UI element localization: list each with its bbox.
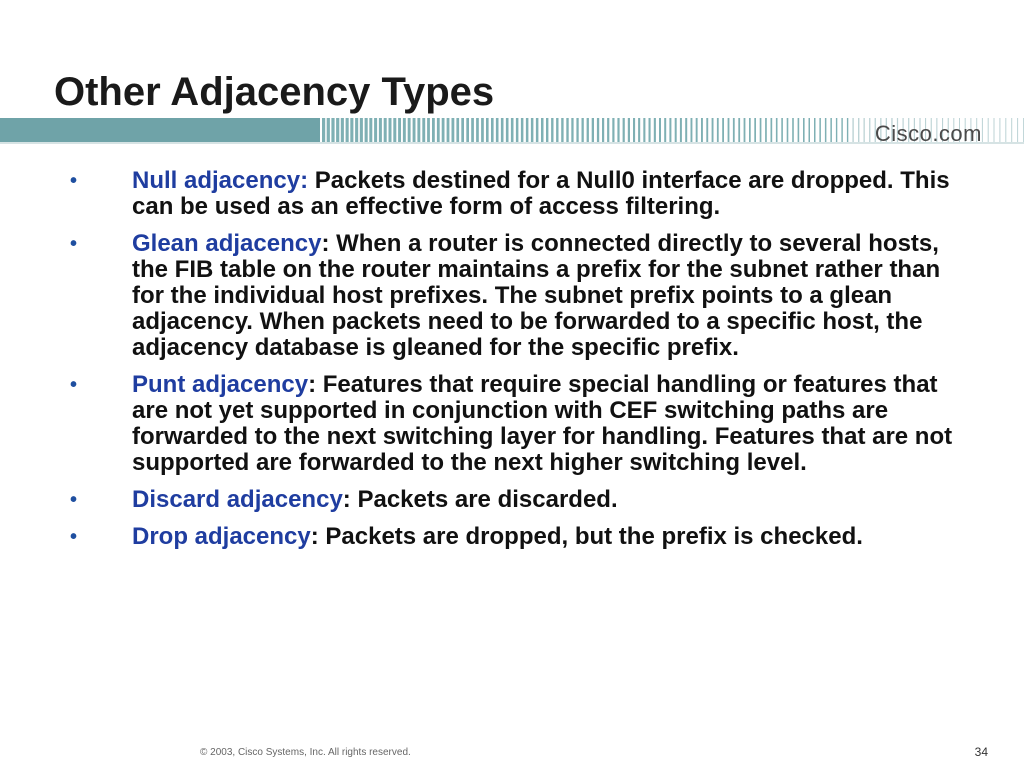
header-band-stripe [617, 118, 619, 142]
header-band-stripe [787, 118, 789, 142]
header-band-stripe [814, 118, 816, 142]
header-band-stripe [427, 118, 430, 142]
header-band-stripe [331, 118, 334, 142]
header-band-stripe [738, 118, 740, 142]
bullet-item-drop [70, 524, 970, 550]
footer-copyright: © 2003, Cisco Systems, Inc. All rights reserved. [200, 747, 411, 758]
header-band-stripe [551, 118, 553, 142]
bullet-icon: • [70, 233, 78, 255]
bullet-item-discard [70, 487, 970, 513]
header-band-stripe [471, 118, 474, 142]
header-band-stripe [486, 118, 489, 142]
bullet-item-glean [70, 231, 970, 361]
header-band-graphic [0, 118, 1024, 148]
header-band-stripe [355, 118, 358, 142]
header-band-stripe [749, 118, 751, 142]
bullet-text: : When a router is connected directly to several hosts, the FIB table on the router maintains a prefix for the subnet rather than for the individual host prefixes. The subnet prefix points to a glean adjacency. When packets need to be forwarded to a specific host, the adjacency database is gleaned for the specific prefix. [132, 230, 941, 361]
header-band-stripe [566, 118, 568, 142]
header-band-stripe [327, 118, 330, 142]
header-band-stripe [393, 118, 396, 142]
header-band-stripe [322, 118, 325, 142]
page-number: 34 [974, 745, 988, 759]
bullet-item-null [70, 168, 970, 220]
header-band-stripe [706, 118, 708, 142]
bullet-term: Drop adjacency [132, 523, 311, 550]
header-band-stripe [546, 118, 548, 142]
header-band-stripe [717, 118, 719, 142]
header-band-stripe [819, 118, 821, 142]
header-band-stripe [675, 118, 677, 142]
header-band-stripe [1011, 118, 1012, 142]
header-band-stripe [771, 118, 773, 142]
header-band-stripe [825, 118, 827, 142]
header-band-stripe [654, 118, 656, 142]
header-band-stripe [442, 118, 445, 142]
bullet-item-punt [70, 372, 970, 476]
header-band-stripe [511, 118, 514, 142]
header-band-stripe [447, 118, 450, 142]
header-band-stripe [360, 118, 363, 142]
bullet-text: : Packets are discarded. [342, 486, 618, 513]
header-band-stripe [669, 118, 671, 142]
header-band-stripe [422, 118, 425, 142]
header-band-stripe [602, 118, 604, 142]
cisco-logo-text: Cisco.com [874, 121, 982, 146]
header-band [0, 118, 1024, 148]
header-band-stripe [803, 118, 805, 142]
header-band-stripe [536, 118, 539, 142]
header-band-stripe [754, 118, 756, 142]
header-band-stripe [999, 118, 1000, 142]
bullet-text: : Features that require special handling or features that are not yet supported in conjunction with CEF switching paths are forwarded to the next switching layer for handling. Features that are not supported are forwarded to the next higher switching level. [132, 371, 953, 476]
header-band-stripe [628, 118, 630, 142]
header-band-stripe [809, 118, 811, 142]
bullet-text: : Packets are dropped, but the prefix is checked. [310, 523, 863, 550]
header-band-stripe [623, 118, 625, 142]
header-band-stripe [501, 118, 504, 142]
header-band-stripe [597, 118, 599, 142]
bullet-term: Discard adjacency [132, 486, 343, 513]
bullet-icon: • [70, 489, 78, 511]
header-band-stripe [461, 118, 464, 142]
header-band-stripe [571, 118, 573, 142]
header-band-stripe [531, 118, 534, 142]
header-band-stripe [1005, 118, 1006, 142]
header-band-stripe [869, 118, 870, 142]
header-band-stripe [561, 118, 563, 142]
header-band-stripe [841, 118, 842, 142]
header-band-stripe [781, 118, 783, 142]
header-band-stripe [712, 118, 714, 142]
header-band-stripe [701, 118, 703, 142]
header-band-stripe [587, 118, 589, 142]
header-band-stripe [696, 118, 698, 142]
header-band-stripe [576, 118, 578, 142]
header-band-stripe [864, 118, 865, 142]
bullet-icon: • [70, 374, 78, 396]
header-band-stripe [389, 118, 392, 142]
header-band-stripe [1017, 118, 1018, 142]
bullet-list [70, 168, 970, 561]
header-band-stripe [398, 118, 401, 142]
header-band-stripe [350, 118, 353, 142]
header-band-stripe [437, 118, 440, 142]
bullet-icon: • [70, 170, 78, 192]
header-band-stripe [491, 118, 494, 142]
header-band-stripe [379, 118, 382, 142]
header-band-stripe [607, 118, 609, 142]
header-band-stripe [374, 118, 377, 142]
header-band-stripe [633, 118, 635, 142]
header-band-stripe [481, 118, 484, 142]
bullet-text: Packets destined for a Null0 interface are dropped. This can be used as an effective form of access filtering. [132, 167, 950, 220]
header-band-stripe [384, 118, 387, 142]
header-band-stripe [982, 118, 983, 142]
header-band-stripe [680, 118, 682, 142]
header-band-stripe [413, 118, 416, 142]
header-band-stripe [476, 118, 479, 142]
header-band-stripe [836, 118, 837, 142]
header-band-stripe [408, 118, 411, 142]
header-band-stripe [988, 118, 989, 142]
header-band-stripe [847, 118, 848, 142]
bullet-icon: • [70, 526, 78, 548]
header-band-stripe [341, 118, 344, 142]
header-band-stripe [649, 118, 651, 142]
header-band-stripe [733, 118, 735, 142]
header-band-stripe [582, 118, 584, 142]
header-band-stripe [760, 118, 762, 142]
header-band-stripe [556, 118, 558, 142]
header-band-stripe [506, 118, 509, 142]
header-band-stripe [638, 118, 640, 142]
header-band-stripe [336, 118, 339, 142]
header-band-stripe [858, 118, 859, 142]
header-band-stripe [744, 118, 746, 142]
header-band-stripe [346, 118, 349, 142]
header-band-stripe [541, 118, 544, 142]
header-band-stripe [798, 118, 800, 142]
bullet-term: Glean adjacency [132, 230, 322, 257]
header-band-stripe [456, 118, 459, 142]
header-band-stripe [466, 118, 469, 142]
header-band-stripe [521, 118, 524, 142]
header-band-stripe [369, 118, 372, 142]
bullet-term: Null adjacency: [132, 167, 309, 194]
header-band-stripe [664, 118, 666, 142]
bullet-term: Punt adjacency [132, 371, 309, 398]
header-band-stripe [365, 118, 368, 142]
header-band-stripe [691, 118, 693, 142]
header-band-stripe [685, 118, 687, 142]
header-band-stripe [765, 118, 767, 142]
header-band-stripe [722, 118, 724, 142]
slide-title: Other Adjacency Types [54, 70, 495, 114]
header-band-stripe [526, 118, 529, 142]
header-band-stripe [659, 118, 661, 142]
header-band-stripe [792, 118, 794, 142]
header-band-stripe [776, 118, 778, 142]
header-band-stripe [612, 118, 614, 142]
header-band-stripe [452, 118, 455, 142]
header-band-underline [0, 142, 1024, 144]
header-band-stripe [403, 118, 406, 142]
header-band-stripe [432, 118, 435, 142]
header-band-stripe [994, 118, 995, 142]
header-band-stripe [592, 118, 594, 142]
header-band-stripe [516, 118, 519, 142]
header-band-stripe [728, 118, 730, 142]
header-band-stripe [830, 118, 832, 142]
header-band-stripe [496, 118, 499, 142]
header-band-stripe [643, 118, 645, 142]
header-band-stripe [852, 118, 853, 142]
header-band-stripe [417, 118, 420, 142]
